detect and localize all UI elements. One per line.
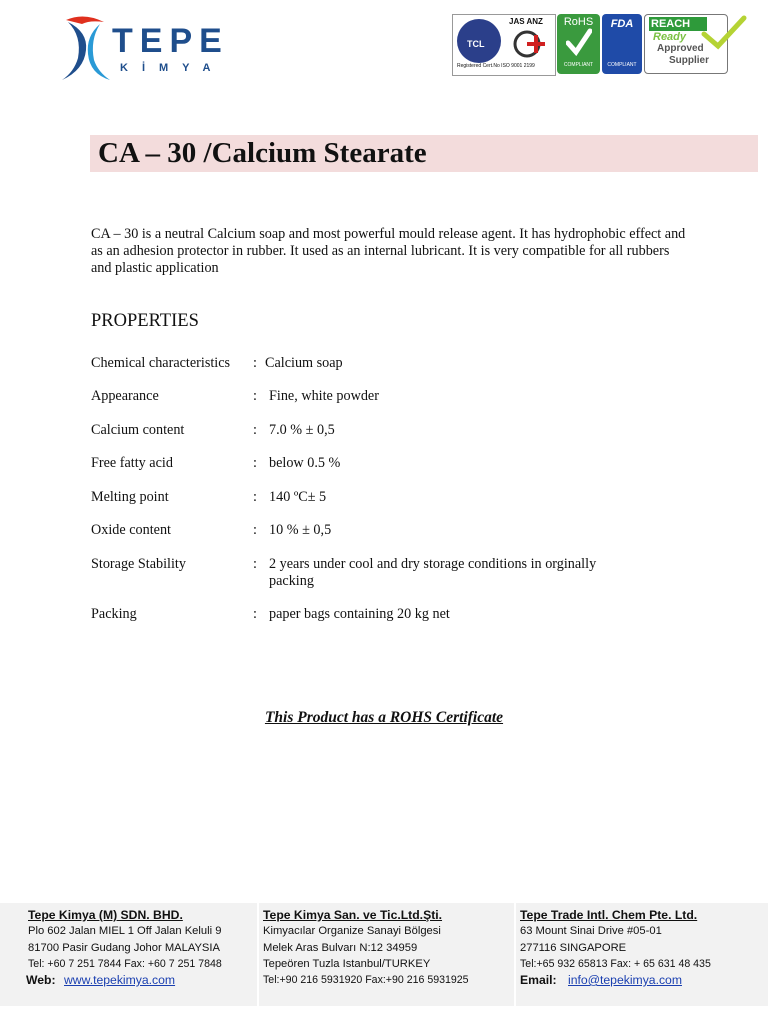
page-title: CA – 30 /Calcium Stearate: [98, 137, 427, 169]
footer-web-label: Web:: [26, 973, 56, 987]
property-colon: :: [253, 556, 257, 572]
footer-company-name: Tepe Kimya San. ve Tic.Ltd.Şti.: [263, 908, 443, 922]
property-label: Appearance: [91, 388, 159, 404]
property-label: Calcium content: [91, 422, 185, 438]
property-label: Storage Stability: [91, 556, 186, 572]
footer-phone-fax: Tel:+90 216 5931920 Fax:+90 216 5931925: [263, 974, 469, 986]
fda-badge-compliant: COMPLIANT: [607, 62, 637, 68]
jas-anz-label: JAS ANZ: [509, 17, 543, 26]
reach-badge-ready: Ready: [653, 31, 687, 43]
tcl-label: TCL: [467, 39, 485, 49]
property-colon: :: [253, 422, 257, 438]
reach-badge-supplier: Supplier: [669, 55, 710, 66]
footer-address-line: 81700 Pasir Gudang Johor MALAYSIA: [28, 942, 220, 954]
property-colon: :: [253, 455, 257, 471]
property-value: 7.0 % ± 0,5: [269, 422, 335, 438]
footer-phone-fax: Tel:+65 932 65813 Fax: + 65 631 48 435: [520, 958, 711, 970]
footer-singapore-office: [514, 903, 768, 1006]
property-colon: :: [253, 355, 257, 371]
fda-badge-title: FDA: [610, 18, 634, 30]
footer-company-name: Tepe Kimya (M) SDN. BHD.: [28, 908, 183, 922]
property-value: below 0.5 %: [269, 455, 341, 471]
footer-address-line: 63 Mount Sinai Drive #05-01: [520, 925, 662, 937]
footer-website-link[interactable]: www.tepekimya.com: [64, 973, 176, 987]
tepe-logo-icon: [60, 10, 116, 82]
rohs-badge-title: RoHS: [563, 16, 594, 28]
rohs-certificate-note: This Product has a ROHS Certificate: [264, 709, 504, 726]
company-logo: [60, 10, 230, 82]
property-value: 140 ºC± 5: [269, 489, 327, 505]
footer-company-name: Tepe Trade Intl. Chem Pte. Ltd.: [520, 908, 698, 922]
footer-address-line: Melek Aras Bulvarı N:12 34959: [263, 942, 418, 954]
jas-anz-mark-icon: [511, 29, 547, 59]
property-value: paper bags containing 20 kg net: [269, 606, 450, 622]
certification-badges: [452, 14, 750, 76]
properties-heading: PROPERTIES: [91, 311, 199, 331]
reach-badge-title: REACH: [649, 17, 707, 31]
property-label: Packing: [91, 606, 137, 622]
product-description: CA – 30 is a neutral Calcium soap and most powerful mould release agent. It has hydrophobic effect and as an adhesion protector in rubber. It used as an internal lubricant. It is very compatible for all rubbers and plastic application: [91, 226, 686, 276]
reach-checkmark-icon: [700, 14, 748, 50]
property-colon: :: [253, 388, 257, 404]
logo-wordmark: TEPE: [112, 22, 229, 60]
property-colon: :: [253, 522, 257, 538]
property-label: Oxide content: [91, 522, 171, 538]
property-label: Free fatty acid: [91, 455, 173, 471]
property-value: 10 % ± 0,5: [269, 522, 332, 538]
footer-email-link[interactable]: info@tepekimya.com: [568, 973, 682, 987]
footer-address-line: Tepeören Tuzla Istanbul/TURKEY: [263, 958, 431, 970]
footer-phone-fax: Tel: +60 7 251 7844 Fax: +60 7 251 7848: [28, 958, 222, 970]
property-colon: :: [253, 489, 257, 505]
title-band: [90, 135, 758, 172]
property-value: Calcium soap: [265, 355, 343, 371]
footer-address-line: 277116 SINGAPORE: [520, 942, 627, 954]
rohs-badge-compliant: COMPLIANT: [563, 62, 594, 68]
footer-address-line: Kimyacılar Organize Sanayi Bölgesi: [263, 925, 441, 937]
property-value: Fine, white powder: [269, 388, 379, 404]
footer-address-line: Plo 602 Jalan MIEL 1 Off Jalan Keluli 9: [28, 925, 222, 937]
footer: [0, 903, 768, 1006]
rohs-badge: [557, 14, 600, 74]
reach-badge-approved: Approved: [657, 43, 704, 54]
logo-subtitle: KİMYA: [120, 62, 225, 74]
property-label: Melting point: [91, 489, 169, 505]
property-value: 2 years under cool and dry storage conditions in orginally packing: [269, 556, 597, 589]
property-label: Chemical characteristics: [91, 355, 231, 371]
checkmark-icon: [566, 28, 592, 56]
footer-turkey-office: [257, 903, 514, 1006]
fda-badge: [602, 14, 642, 74]
jas-anz-certificate: [452, 14, 556, 76]
jas-registration-text: Registered Cert.No ISO 9001 2199: [457, 63, 535, 69]
property-colon: :: [253, 606, 257, 622]
footer-malaysia-office: [2, 903, 254, 1006]
footer-email-label: Email:: [520, 973, 557, 987]
